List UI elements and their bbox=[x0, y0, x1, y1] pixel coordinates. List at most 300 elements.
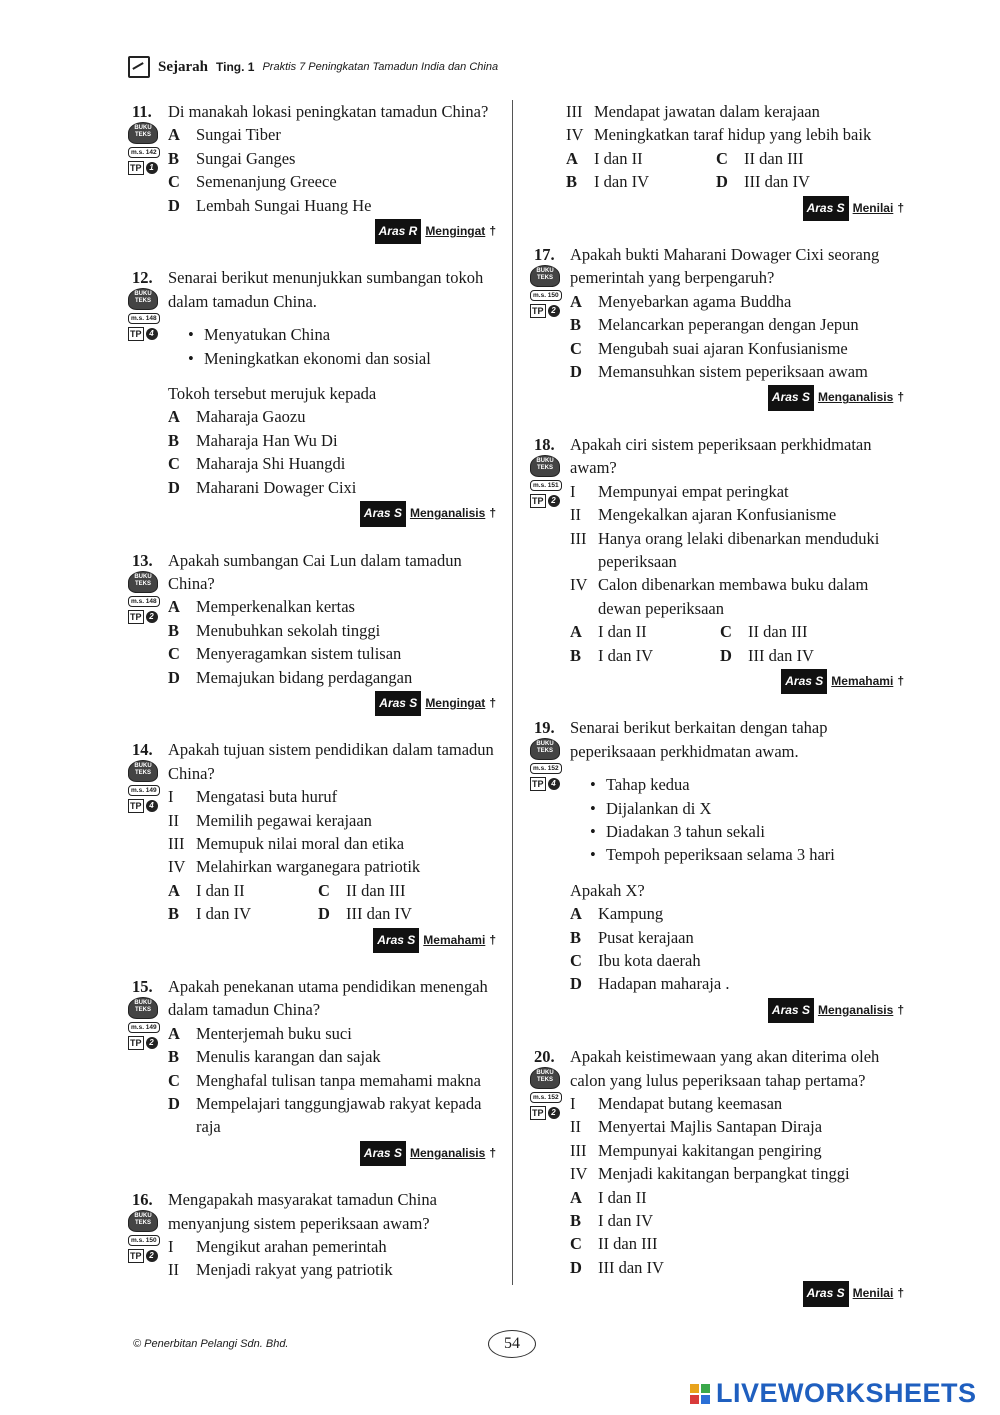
statement-text: Mendapat jawatan dalam kerajaan bbox=[594, 102, 820, 121]
thinking-level: Menganalisis bbox=[409, 1145, 486, 1160]
option-letter: D bbox=[570, 974, 582, 994]
option-letter: B bbox=[566, 172, 578, 192]
tp-number: 4 bbox=[548, 778, 560, 790]
question-block bbox=[530, 243, 904, 411]
thinking-level: Mengingat bbox=[425, 224, 486, 239]
statement-text: Calon dibenarkan membawa buku dalam dewan peperiksaan bbox=[598, 575, 869, 618]
option-text: I dan IV bbox=[598, 645, 653, 665]
answer-option bbox=[318, 879, 468, 902]
page-reference-badge: m.s. 151 bbox=[530, 480, 562, 491]
question-badges bbox=[128, 122, 164, 175]
answer-option bbox=[128, 476, 496, 499]
roman-numeral: I bbox=[168, 1237, 174, 1257]
publisher-credit: © Penerbitan Pelangi Sdn. Bhd. bbox=[133, 1338, 289, 1350]
tp-number: 1 bbox=[146, 162, 158, 174]
page-reference-badge: m.s. 149 bbox=[128, 785, 160, 796]
question-stem: Di manakah lokasi peningkatan tamadun China? bbox=[168, 102, 489, 121]
roman-statement bbox=[530, 1139, 904, 1162]
buku-teks-icon: BUKU TEKS bbox=[128, 1210, 158, 1232]
option-letter: A bbox=[570, 622, 582, 642]
page-reference-badge: m.s. 152 bbox=[530, 1092, 562, 1103]
option-text: Mempelajari tanggungjawab rakyat kepada raja bbox=[196, 1094, 482, 1137]
pin-icon: † bbox=[489, 1145, 496, 1160]
option-letter: C bbox=[168, 454, 180, 474]
answer-option bbox=[530, 313, 904, 336]
answer-option bbox=[570, 620, 720, 643]
answer-option-row bbox=[530, 147, 904, 170]
answer-option bbox=[128, 170, 496, 193]
answer-option bbox=[530, 902, 904, 925]
right-column bbox=[530, 100, 904, 1329]
option-text: Mengubah suai ajaran Konfusianisme bbox=[598, 338, 848, 358]
answer-option-row bbox=[128, 879, 496, 902]
option-letter: C bbox=[720, 622, 732, 642]
option-text: II dan III bbox=[598, 1234, 658, 1254]
answer-option bbox=[530, 1209, 904, 1232]
thinking-level: Menganalisis bbox=[817, 1002, 894, 1017]
page-reference-badge: m.s. 149 bbox=[128, 1022, 160, 1033]
page-reference-badge: m.s. 152 bbox=[530, 763, 562, 774]
answer-option bbox=[530, 337, 904, 360]
tp-level-badge bbox=[530, 304, 560, 318]
roman-numeral: III bbox=[566, 102, 583, 121]
tp-number: 4 bbox=[146, 328, 158, 340]
question-stem: Mengapakah masyarakat tamadun China menyanjung sistem peperiksaan awam? bbox=[168, 1190, 437, 1233]
answer-option bbox=[128, 666, 496, 689]
statement-text: Mengekalkan ajaran Konfusianisme bbox=[598, 505, 837, 525]
page-header bbox=[128, 56, 498, 78]
option-text: Kampung bbox=[598, 904, 664, 924]
roman-numeral: I bbox=[570, 1094, 576, 1114]
aras-badge: Aras S bbox=[781, 669, 827, 694]
liveworksheets-watermark bbox=[690, 1378, 977, 1409]
answer-option bbox=[716, 147, 866, 170]
option-text: Maharani Dowager Cixi bbox=[196, 477, 357, 497]
option-letter: A bbox=[168, 1023, 180, 1043]
option-text: Menyebarkan agama Buddha bbox=[598, 291, 792, 311]
aras-badge: Aras S bbox=[768, 385, 814, 410]
question-stem: Senarai berikut menunjukkan sumbangan tokoh dalam tamadun China. bbox=[168, 268, 484, 311]
question-stem: Apakah sumbangan Cai Lun dalam tamadun China? bbox=[168, 550, 462, 593]
question-stem: Apakah penekanan utama pendidikan menengah dalam tamadun China? bbox=[168, 977, 488, 1020]
option-letter: D bbox=[716, 172, 728, 192]
tp-label: TP bbox=[130, 801, 142, 812]
bullet-item: • Tempoh peperiksaan selama 3 hari bbox=[530, 843, 904, 866]
answer-option bbox=[530, 290, 904, 313]
option-letter: D bbox=[168, 1094, 180, 1114]
statement-text: Mengatasi buta huruf bbox=[196, 787, 338, 807]
answer-option bbox=[128, 452, 496, 475]
answer-option bbox=[128, 429, 496, 452]
option-text: III dan IV bbox=[598, 1257, 664, 1277]
option-letter: B bbox=[168, 148, 180, 168]
bullet-item: • Meningkatkan ekonomi dan sosial bbox=[128, 347, 496, 370]
statement-text: Mempunyai kakitangan pengiring bbox=[598, 1140, 822, 1160]
tp-number: 2 bbox=[146, 611, 158, 623]
option-letter: B bbox=[570, 1211, 582, 1231]
page-reference-badge: m.s. 150 bbox=[530, 290, 562, 301]
question-block bbox=[128, 1188, 496, 1282]
option-text: Maharaja Han Wu Di bbox=[196, 430, 338, 450]
buku-teks-icon: BUKU TEKS bbox=[128, 571, 158, 593]
roman-statement bbox=[128, 809, 496, 832]
answer-option bbox=[128, 1092, 496, 1139]
tp-label: TP bbox=[532, 306, 544, 317]
tp-label: TP bbox=[130, 329, 142, 340]
answer-option bbox=[566, 147, 716, 170]
bullet-item: • Diadakan 3 tahun sekali bbox=[530, 820, 904, 843]
question-block bbox=[128, 975, 496, 1166]
statement-text: Mengikut arahan pemerintah bbox=[196, 1237, 387, 1257]
roman-statement bbox=[530, 573, 904, 620]
option-letter: A bbox=[570, 1187, 582, 1207]
roman-numeral: IV bbox=[566, 125, 584, 145]
tp-label: TP bbox=[532, 779, 544, 790]
question-stem: Apakah tujuan sistem pendidikan dalam tamadun China? bbox=[168, 740, 494, 783]
buku-teks-icon: BUKU TEKS bbox=[530, 738, 560, 760]
option-text: Menulis karangan dan sajak bbox=[196, 1047, 381, 1067]
form-level: Ting. 1 bbox=[216, 60, 255, 74]
roman-statement bbox=[128, 855, 496, 878]
option-letter: C bbox=[168, 1070, 180, 1090]
option-letter: A bbox=[566, 148, 578, 168]
bullet-list bbox=[128, 323, 496, 370]
bullet-list bbox=[530, 773, 904, 867]
option-text: Ibu kota daerah bbox=[598, 951, 701, 970]
tp-level-badge bbox=[128, 1036, 158, 1050]
option-letter: D bbox=[570, 1257, 582, 1277]
option-text: II dan III bbox=[346, 880, 406, 900]
tp-number: 2 bbox=[146, 1037, 158, 1049]
option-letter: B bbox=[168, 1047, 180, 1067]
option-letter: D bbox=[570, 362, 582, 382]
statement-text: Menjadi kakitangan berpangkat tinggi bbox=[598, 1164, 850, 1184]
thinking-level: Mengingat bbox=[425, 695, 486, 710]
answer-option bbox=[530, 972, 904, 995]
tp-level-badge bbox=[530, 1106, 560, 1120]
answer-option bbox=[128, 147, 496, 170]
option-text: II dan III bbox=[748, 622, 808, 642]
roman-statement bbox=[530, 1115, 904, 1138]
answer-option bbox=[530, 1232, 904, 1255]
pin-icon: † bbox=[897, 390, 904, 405]
buku-teks-icon: BUKU TEKS bbox=[128, 288, 158, 310]
question-badges bbox=[128, 1210, 164, 1263]
answer-option bbox=[128, 619, 496, 642]
column-divider bbox=[512, 100, 513, 1285]
page-reference-badge: m.s. 148 bbox=[128, 596, 160, 607]
difficulty-tag bbox=[128, 928, 496, 953]
option-text: III dan IV bbox=[748, 645, 814, 665]
roman-statement bbox=[128, 785, 496, 808]
option-text: Melancarkan peperangan dengan Jepun bbox=[598, 315, 859, 335]
thinking-level: Menilai bbox=[852, 1286, 894, 1301]
question-number: 12. bbox=[132, 268, 153, 288]
roman-statement bbox=[530, 480, 904, 503]
buku-teks-icon: BUKU TEKS bbox=[128, 122, 158, 144]
option-letter: C bbox=[570, 338, 582, 358]
roman-statement bbox=[128, 1235, 496, 1258]
roman-statement bbox=[530, 1162, 904, 1185]
option-text: Sungai Ganges bbox=[196, 148, 296, 168]
difficulty-tag bbox=[128, 691, 496, 716]
question-number: 19. bbox=[534, 718, 555, 738]
pin-icon: † bbox=[897, 200, 904, 215]
bullet-item: • Tahap kedua bbox=[530, 773, 904, 796]
question-continuation bbox=[530, 100, 904, 221]
answer-option bbox=[716, 170, 866, 193]
option-text: Memperkenalkan kertas bbox=[196, 597, 355, 617]
roman-statement bbox=[530, 123, 904, 146]
option-letter: D bbox=[720, 645, 732, 665]
bullet-item: • Dijalankan di X bbox=[530, 797, 904, 820]
statement-text: Melahirkan warganegara patriotik bbox=[196, 857, 421, 877]
option-letter: B bbox=[570, 315, 582, 335]
option-text: Hadapan maharaja . bbox=[598, 974, 730, 994]
option-letter: D bbox=[168, 195, 180, 215]
tp-label: TP bbox=[130, 1038, 142, 1048]
difficulty-tag bbox=[530, 196, 904, 221]
answer-option bbox=[530, 1186, 904, 1209]
difficulty-tag bbox=[530, 669, 904, 694]
logo-square bbox=[690, 1395, 699, 1404]
option-text: Semenanjung Greece bbox=[196, 172, 337, 192]
answer-option bbox=[168, 902, 318, 925]
tp-number: 4 bbox=[146, 800, 158, 812]
page-number: 54 bbox=[488, 1330, 536, 1358]
question-number: 11. bbox=[132, 102, 152, 121]
thinking-level: Menganalisis bbox=[409, 506, 486, 521]
page-reference-badge: m.s. 150 bbox=[128, 1235, 160, 1246]
option-text: Menghafal tulisan tanpa memahami makna bbox=[196, 1070, 481, 1090]
question-stem: Apakah keistimewaan yang akan diterima oleh calon yang lulus peperiksaan tahap pertama? bbox=[570, 1047, 880, 1090]
answer-option bbox=[128, 642, 496, 665]
roman-numeral: II bbox=[570, 505, 581, 525]
tp-number: 2 bbox=[548, 495, 560, 507]
tp-label: TP bbox=[130, 611, 142, 622]
option-letter: D bbox=[318, 904, 330, 924]
pin-icon: † bbox=[897, 1286, 904, 1301]
option-text: Memansuhkan sistem peperiksaan awam bbox=[598, 362, 868, 382]
question-block bbox=[530, 1045, 904, 1306]
statement-text: Memilih pegawai kerajaan bbox=[196, 810, 372, 830]
aras-badge: Aras S bbox=[768, 998, 814, 1023]
roman-statement bbox=[128, 1258, 496, 1281]
buku-teks-icon: BUKU TEKS bbox=[530, 455, 560, 477]
question-badges bbox=[530, 265, 566, 318]
pin-icon: † bbox=[489, 224, 496, 239]
option-letter: C bbox=[168, 172, 180, 192]
option-text: I dan IV bbox=[594, 172, 649, 192]
option-text: I dan II bbox=[594, 148, 643, 168]
option-letter: B bbox=[168, 904, 180, 924]
option-text: Pusat kerajaan bbox=[598, 927, 694, 947]
buku-teks-icon: BUKU TEKS bbox=[128, 760, 158, 782]
option-letter: C bbox=[168, 644, 180, 664]
question-stem: Apakah ciri sistem peperiksaan perkhidmatan awam? bbox=[570, 434, 872, 478]
statement-text: Menyertai Majlis Santapan Diraja bbox=[598, 1117, 823, 1137]
answer-option bbox=[128, 1022, 496, 1045]
book-logo-icon bbox=[128, 56, 150, 78]
statement-text: Menjadi rakyat yang patriotik bbox=[196, 1260, 393, 1280]
option-letter: A bbox=[168, 880, 180, 900]
aras-badge: Aras R bbox=[375, 219, 422, 244]
question-badges bbox=[128, 571, 164, 624]
answer-option-row bbox=[128, 902, 496, 925]
statement-text: Mempunyai empat peringkat bbox=[598, 481, 789, 501]
aras-badge: Aras S bbox=[360, 501, 406, 526]
option-text: Menubuhkan sekolah tinggi bbox=[196, 620, 381, 640]
option-text: Maharaja Shi Huangdi bbox=[196, 454, 346, 474]
roman-numeral: II bbox=[168, 810, 179, 830]
answer-option bbox=[530, 949, 904, 972]
buku-teks-icon: BUKU TEKS bbox=[530, 1067, 560, 1089]
tp-number: 2 bbox=[548, 1107, 560, 1119]
difficulty-tag bbox=[530, 998, 904, 1023]
answer-option-row bbox=[530, 620, 904, 643]
subject-title: Sejarah bbox=[158, 58, 208, 75]
question-number: 17. bbox=[534, 245, 555, 265]
option-letter: A bbox=[168, 125, 180, 145]
option-letter: B bbox=[570, 645, 582, 665]
pin-icon: † bbox=[489, 695, 496, 710]
page-reference-badge: m.s. 148 bbox=[128, 313, 160, 324]
answer-option bbox=[530, 926, 904, 949]
roman-statement bbox=[530, 100, 904, 123]
question-block bbox=[530, 433, 904, 694]
roman-numeral: IV bbox=[570, 1164, 588, 1184]
roman-numeral: II bbox=[168, 1260, 179, 1280]
question-block bbox=[128, 100, 496, 244]
option-text: Memajukan bidang perdagangan bbox=[196, 667, 413, 687]
question-stem: Apakah bukti Maharani Dowager Cixi seorang pemerintah yang berpengaruh? bbox=[570, 245, 880, 288]
tp-level-badge bbox=[128, 161, 158, 175]
page-reference-badge: m.s. 142 bbox=[128, 147, 160, 158]
option-text: III dan IV bbox=[346, 904, 412, 924]
answer-option bbox=[128, 194, 496, 217]
pin-icon: † bbox=[897, 1002, 904, 1017]
answer-option-row bbox=[530, 170, 904, 193]
question-number: 18. bbox=[534, 434, 555, 454]
tp-level-badge bbox=[128, 799, 158, 813]
roman-statement bbox=[530, 1092, 904, 1115]
option-text: I dan IV bbox=[598, 1211, 653, 1231]
thinking-level: Menilai bbox=[852, 200, 894, 215]
statement-text: Memupuk nilai moral dan etika bbox=[196, 833, 405, 853]
answer-option bbox=[318, 902, 468, 925]
liveworksheets-logo-icon bbox=[690, 1384, 710, 1404]
thinking-level: Memahami bbox=[831, 673, 894, 688]
answer-option bbox=[168, 879, 318, 902]
logo-square bbox=[690, 1384, 699, 1393]
option-letter: C bbox=[318, 880, 330, 900]
option-text: I dan IV bbox=[196, 904, 251, 924]
question-number: 14. bbox=[132, 740, 153, 760]
aras-badge: Aras S bbox=[375, 691, 421, 716]
difficulty-tag bbox=[128, 1141, 496, 1166]
option-text: Sungai Tiber bbox=[196, 125, 281, 145]
option-letter: C bbox=[716, 148, 728, 168]
aras-badge: Aras S bbox=[373, 928, 419, 953]
statement-text: Mendapat butang keemasan bbox=[598, 1094, 783, 1114]
roman-numeral: I bbox=[570, 481, 576, 501]
option-text: III dan IV bbox=[744, 172, 810, 192]
statement-text: Hanya orang lelaki dibenarkan menduduki peperiksaan bbox=[598, 528, 880, 571]
tp-number: 2 bbox=[146, 1250, 158, 1262]
answer-option bbox=[128, 405, 496, 428]
question-stem: Senarai berikut berkaitan dengan tahap peperiksaaan perkhidmatan awam. bbox=[570, 718, 828, 761]
answer-option bbox=[720, 620, 870, 643]
aras-badge: Aras S bbox=[803, 1281, 849, 1306]
tp-level-badge bbox=[128, 1249, 158, 1263]
question-block bbox=[530, 716, 904, 1023]
answer-option bbox=[128, 1069, 496, 1092]
tp-level-badge bbox=[128, 610, 158, 624]
option-letter: C bbox=[570, 951, 582, 970]
watermark-text: LIVEWORKSHEETS bbox=[716, 1378, 977, 1408]
bullet-item: • Menyatukan China bbox=[128, 323, 496, 346]
question-badges bbox=[128, 760, 164, 813]
tp-number: 2 bbox=[548, 305, 560, 317]
option-text: I dan II bbox=[598, 622, 647, 642]
chapter-topic: Praktis 7 Peningkatan Tamadun India dan China bbox=[262, 61, 499, 73]
option-text: Maharaja Gaozu bbox=[196, 407, 306, 427]
answer-option bbox=[128, 123, 496, 146]
answer-option bbox=[570, 644, 720, 667]
question-number: 15. bbox=[132, 977, 153, 996]
roman-numeral: III bbox=[570, 528, 587, 548]
question-number: 20. bbox=[534, 1047, 555, 1067]
pin-icon: † bbox=[489, 506, 496, 521]
question-badges bbox=[530, 1067, 566, 1120]
statement-text: Meningkatkan taraf hidup yang lebih baik bbox=[594, 125, 872, 145]
tp-label: TP bbox=[130, 163, 142, 173]
roman-numeral: IV bbox=[168, 857, 186, 877]
option-letter: A bbox=[168, 597, 180, 617]
option-text: Menterjemah buku suci bbox=[196, 1023, 352, 1043]
option-letter: B bbox=[168, 430, 180, 450]
roman-numeral: IV bbox=[570, 575, 588, 595]
difficulty-tag bbox=[530, 1281, 904, 1306]
question-badges bbox=[530, 455, 566, 508]
option-text: I dan II bbox=[598, 1187, 647, 1207]
question-block bbox=[128, 549, 496, 717]
option-letter: D bbox=[168, 477, 180, 497]
roman-numeral: I bbox=[168, 787, 174, 807]
answer-option bbox=[530, 360, 904, 383]
answer-option bbox=[128, 1045, 496, 1068]
answer-option bbox=[720, 644, 870, 667]
answer-option bbox=[128, 595, 496, 618]
roman-numeral: III bbox=[570, 1140, 587, 1160]
question-number: 16. bbox=[132, 1190, 153, 1210]
difficulty-tag bbox=[128, 219, 496, 244]
aras-badge: Aras S bbox=[803, 196, 849, 221]
tp-label: TP bbox=[532, 1108, 544, 1119]
answer-option bbox=[566, 170, 716, 193]
question-badges bbox=[128, 997, 164, 1050]
buku-teks-icon: BUKU TEKS bbox=[128, 997, 158, 1019]
roman-statement bbox=[128, 832, 496, 855]
thinking-level: Menganalisis bbox=[817, 390, 894, 405]
difficulty-tag bbox=[530, 385, 904, 410]
buku-teks-icon: BUKU TEKS bbox=[530, 265, 560, 287]
pin-icon: † bbox=[897, 673, 904, 688]
option-letter: C bbox=[570, 1234, 582, 1254]
question-intro: Tokoh tersebut merujuk kepada bbox=[168, 384, 377, 404]
roman-statement bbox=[530, 503, 904, 526]
logo-square bbox=[701, 1384, 710, 1393]
